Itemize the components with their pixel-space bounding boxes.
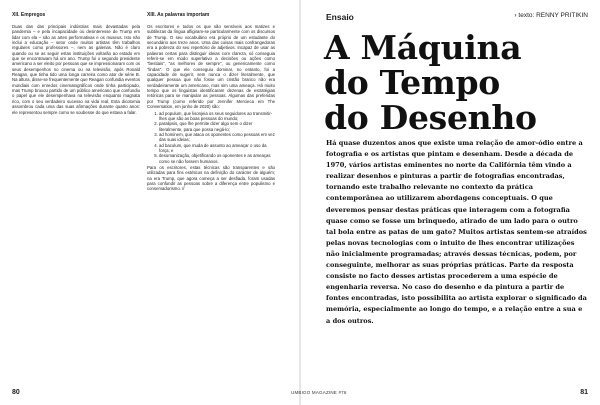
- article-headline: [324, 30, 589, 135]
- page-number-right: 81: [580, 389, 588, 396]
- section-heading-empregos: XII. Empregos: [12, 12, 46, 18]
- column-palavras: [147, 12, 275, 192]
- body-text-palavras-outro: Para os escritores, estas técnicas são transparentes e são utilizadas para fins estéticos na definição do carácter de alguém; na era Trump, que agora começa a ser desfiada, foram usadas para confundir as pessoas sobre a diferença entre populismo e conservadorismo. //: [147, 164, 275, 192]
- rhetoric-list: [147, 111, 275, 164]
- list-item: 4. ad baculum, que muda de assunto ao ameaçar o uso da força; e: [159, 143, 275, 154]
- list-item: 2. paralipsis, que lhe permite dizer algo sem o dizer literalmente, para que possa negá-lo;: [159, 121, 275, 132]
- headline-line: A Máquina: [324, 28, 522, 67]
- lead-paragraph: Há quase duzentos anos que existe uma relação de amor-ódio entre a fotografia e os artistas que pintam e desenham. Desde a década de 1970, vários artistas eminentes no norte da Califórnia têm vindo a realizar desenhos e pinturas a partir de fotografias encontradas, tornando este trabalho relevante no contexto da prática contemporânea ao utilizarem abordagens conceptuais. O que deveremos pensar destas práticas que interagem com a fotografia quase como se fosse um brinquedo, atirado de um lado para o outro tal bola entre as patas de um gato? Muitos artistas sentem-se atraídos pelas novas tecnologias com o intuito de lhes encontrar utilizações não inicialmente programadas; através dessas técnicas, podem, por conseguinte, melhorar as suas próprias práticas. Parte da resposta consiste no facto desses artistas procederem a uma espécie de engenharia reversa. No caso do desenho e da pintura a partir de fontes encontradas, isto possibilita ao artista explorar o significado da memória, especialmente ao longo do tempo, e a relação entre a sua e a dos outros.: [326, 139, 587, 325]
- page-number-left: 80: [12, 389, 20, 396]
- author-credit: › texto: RENNY PRITIKIN: [514, 12, 588, 19]
- section-label: Ensaio: [326, 12, 354, 22]
- magazine-name: UMBIGO MAGAZINE #76: [291, 390, 347, 395]
- list-item: 1. ad populum, que lisonjeia os seus seguidores ao transmitir-lhes que são as boas pessoas do mundo;: [159, 111, 275, 122]
- headline-line: do Tempo: [324, 63, 500, 102]
- section-heading-palavras: XIII. As palavras importam: [147, 12, 210, 18]
- column-empregos: [12, 12, 140, 115]
- list-item: 5. desumanização, objetificando os oponentes e as ameaças como se não fossem humanos.: [159, 153, 275, 164]
- list-item: 3. ad hominem, que ataca os oponentes como pessoas em vez das suas ideias;: [159, 132, 275, 143]
- right-page: [300, 0, 600, 405]
- body-text-empregos: Duas das das principais indústrias mais devastadas pela pandemia – e pela incapacidade ou desinteresse de Trump em lidar com ela – são as artes performativas e os museus. Isto não inclui a educação – setor onde muitos artistas têm trabalhos regulares como professores –, nem as galerias. Não é claro quando ou se as seguir estas instituições voltarão ao estado em que se encontravam há um ano. Trump foi o segundo presidente americano a ser eleito por pessoas que se impressionaram com os seus desempenhos no cinema ou na televisão, após Ronald Reagan, que tinha tido uma longa carreira como ator de série B. Na altura, disse-se frequentemente que Reagan confundia eventos mundiais com enredos cinematográficos onde tinha participado, mas Trump bruxou partido de um público americano que confundiu o papel que ele desempenhava na televisão enquanto magnata rico, com o seu verdadeiro sucesso na vida real. Esta dicotomia assombrou cada uma das suas afirmações durante quatro anos: ele representou sempre como se soubesse do que estava a falar.: [12, 24, 140, 115]
- body-text-palavras-intro: Os escritores e todos os que são sensíveis aos matizes e subtilezas da língua afligiram-se particularmente com os discursos de Trump. O seu vocabulário era próprio de um estudante do secundário aos treze anos. Uma das coisas mais confrangedoras era a pobreza do seu repertório de adjetivos. Incapaz de usar as palavras certas para distinguir ideias com clareza, só conseguia referir-se em modo superlativo a decisões ou ações como "bestiais", "as melhores de sempre", ou genericamente como "lindas". O que ele conseguiu dominar, no entanto, foi a capacidade de sugerir, sem nunca o dizer literalmente, que qualquer pessoa que não fosse um cristão branco não era verdadeiramente um americano, mas sim uma ameaça. Há muito tempo que os linguistas identificaram dezenas de estratégias retóricas para se manipular as pessoas. Algumas das preferidas por Trump (como referido por Jennifer Mercieca em The Conversation, em junho de 2020) são:: [147, 24, 275, 110]
- headline-line: do Desenho: [324, 98, 537, 137]
